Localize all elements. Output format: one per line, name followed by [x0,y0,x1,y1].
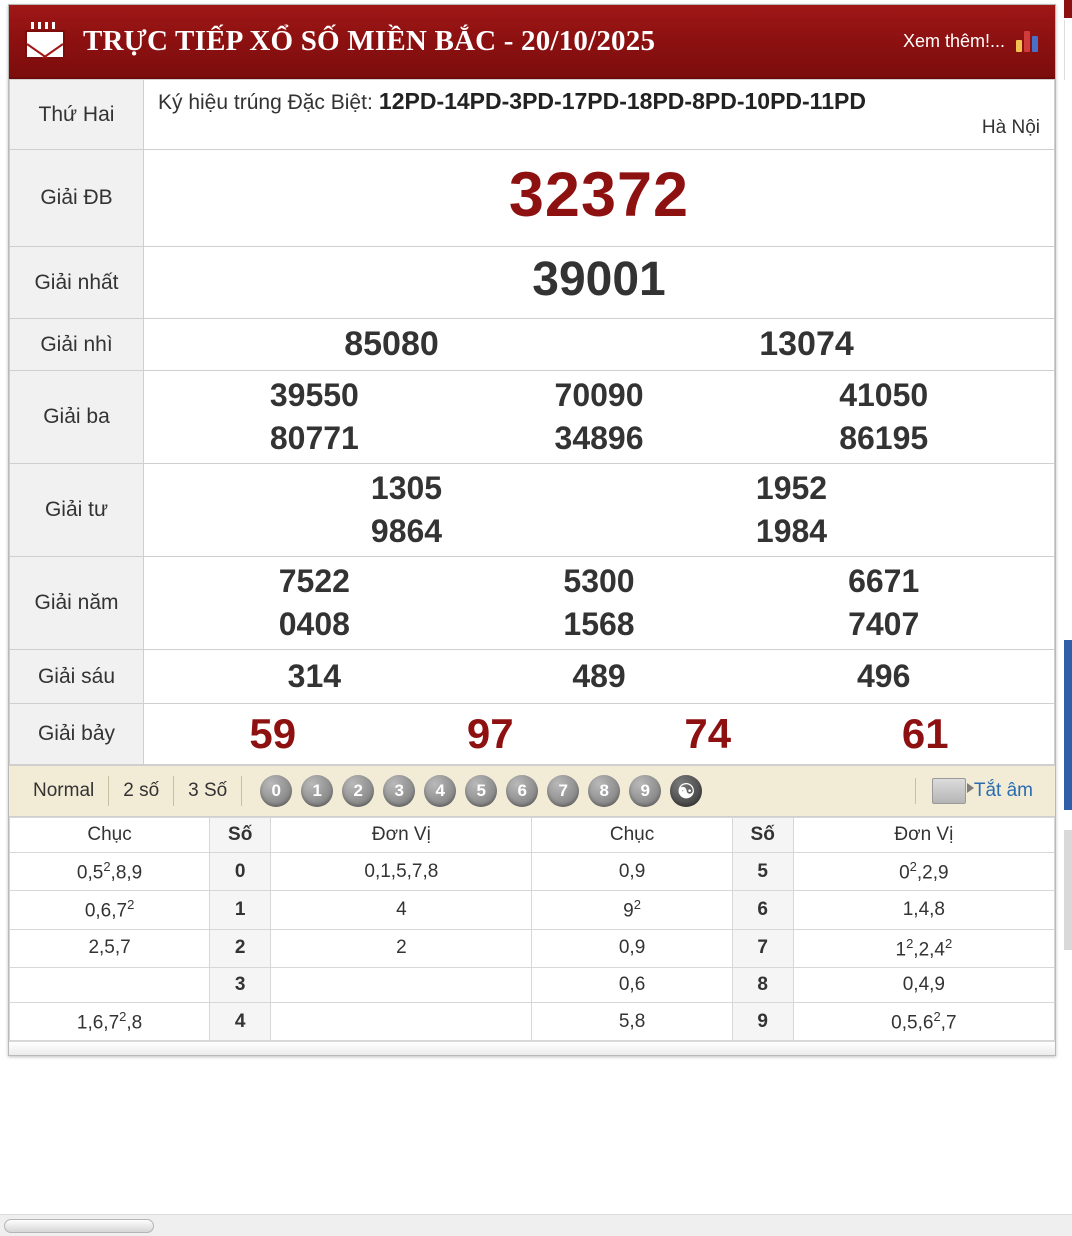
stats-chuc: 0,9 [532,853,732,891]
prize-number: 1984 [755,513,828,549]
stats-header-donvi-right: Đơn Vị [793,818,1054,853]
prize-number: 7407 [848,606,920,642]
table-row [10,929,1055,967]
weekday-label: Thứ Hai [10,80,144,150]
stats-header-so-left: Số [210,818,271,853]
digit-ball-5[interactable]: 5 [465,775,497,807]
stats-chuc: $9^2$ [532,891,732,929]
mute-control[interactable] [915,778,1033,804]
prize-values-4 [144,464,1055,557]
prize-number: 80771 [269,420,359,456]
stats-so[interactable]: 8 [732,967,793,1002]
stats-chuc: 1,6,7$^2$,8 [10,1002,210,1040]
prize-label-3: Giải ba [10,371,144,464]
lottery-widget [8,4,1056,1056]
digit-ball-group [260,775,702,807]
prize-number: 7522 [278,563,350,599]
prize-values-db [144,150,1055,247]
page-title: TRỰC TIẾP XỔ SỐ MIỀN BẮC - 20/10/2025 [83,24,656,57]
filter-3so-button[interactable]: 3 Số [174,776,242,806]
digit-ball-6[interactable]: 6 [506,775,538,807]
stats-so[interactable]: 7 [732,929,793,967]
prize-number: 41050 [839,377,929,413]
table-row [10,1002,1055,1040]
stats-so[interactable]: 2 [210,929,271,967]
widget-titlebar [9,5,1055,79]
prize-number: 496 [856,658,911,694]
table-row-prize-3 [10,371,1055,464]
stats-chuc: 0,6 [532,967,732,1002]
stats-donvi [271,967,532,1002]
stats-donvi: $0^2,2,9$ [793,853,1054,891]
table-row-prize-6 [10,650,1055,704]
stats-header-so-right: Số [732,818,793,853]
prize-number: 13074 [759,325,854,363]
stats-donvi: $1^2,2,4^2$ [793,929,1054,967]
prize-label-2: Giải nhì [10,319,144,371]
prize-number: 85080 [344,325,439,363]
stats-chuc: 2,5,7 [10,929,210,967]
prize-number: 74 [684,710,732,757]
mute-label[interactable]: Tắt âm [973,780,1033,801]
stats-donvi: 0,5,6$^2$,7 [793,1002,1054,1040]
stats-so[interactable]: 9 [732,1002,793,1040]
stats-header-row [10,818,1055,853]
table-row-prize-4 [10,464,1055,557]
table-row-prize-db [10,150,1055,247]
results-table [9,79,1055,765]
digit-ball-1[interactable]: 1 [301,775,333,807]
prize-number: 1952 [755,470,828,506]
stats-header-donvi-left: Đơn Vị [271,818,532,853]
prize-number: 39001 [532,253,666,306]
table-row-prize-2 [10,319,1055,371]
prize-values-2 [144,319,1055,371]
stats-donvi: 0,1,5,7,8 [271,853,532,891]
stats-chuc: 5,8 [532,1002,732,1040]
digit-ball-0[interactable]: 0 [260,775,292,807]
prize-values-3 [144,371,1055,464]
prize-number: 5300 [563,563,635,599]
prize-label-4: Giải tư [10,464,144,557]
prize-number: 59 [249,710,297,757]
page-right-edge [1064,0,1072,1236]
prize-number: 1568 [563,606,635,642]
digit-ball-9[interactable]: 9 [629,775,661,807]
prize-label-db: Giải ĐB [10,150,144,247]
table-row [10,891,1055,929]
digit-ball-3[interactable]: 3 [383,775,415,807]
prize-values-5 [144,557,1055,650]
prize-number: 314 [287,658,342,694]
stats-chuc: 0,6,7$^2$ [10,891,210,929]
stats-so[interactable]: 4 [210,1002,271,1040]
horizontal-scrollbar[interactable] [0,1214,1072,1236]
digit-stats-table [9,817,1055,1041]
speaker-icon[interactable] [932,778,966,804]
table-row [10,853,1055,891]
stats-donvi: 4 [271,891,532,929]
stats-donvi: 2 [271,929,532,967]
stats-chuc [10,967,210,1002]
mode-normal-button[interactable]: Normal [17,776,109,806]
stats-so[interactable]: 1 [210,891,271,929]
stats-chuc: $0,5^2,8,9$ [10,853,210,891]
digit-ball-8[interactable]: 8 [588,775,620,807]
prize-number: 39550 [269,377,359,413]
filter-2so-button[interactable]: 2 số [109,776,174,806]
stats-chuc: 0,9 [532,929,732,967]
envelope-icon [21,21,69,61]
kyhieu-codes: 12PD-14PD-3PD-17PD-18PD-8PD-10PD-11PD [378,88,866,114]
scrollbar-thumb[interactable] [4,1219,154,1233]
stats-so[interactable]: 6 [732,891,793,929]
yinyang-ball[interactable]: ☯ [670,775,702,807]
kyhieu-cell [144,80,1055,150]
edge-strip-gray [1064,830,1072,950]
kyhieu-label: Ký hiệu trúng Đặc Biệt: [158,91,373,114]
prize-label-7: Giải bảy [10,704,144,765]
table-row-header [10,80,1055,150]
more-link[interactable]: Xem thêm!... [902,30,1005,51]
prize-values-7 [144,704,1055,765]
prize-number: 6671 [848,563,920,599]
stats-header-chuc-left: Chục [10,818,210,853]
prize-number: 61 [901,710,949,757]
edge-strip-red [1064,0,1072,18]
results-toolbar [9,765,1055,817]
stats-donvi [271,1002,532,1040]
stats-so[interactable]: 3 [210,967,271,1002]
prize-values-6 [144,650,1055,704]
prize-number: 0408 [278,606,350,642]
bar-chart-icon[interactable] [1015,28,1041,54]
stats-donvi: 1,4,8 [793,891,1054,929]
prize-number: 1305 [370,470,443,506]
table-row-prize-1 [10,247,1055,319]
digit-ball-4[interactable]: 4 [424,775,456,807]
table-row-prize-7 [10,704,1055,765]
prize-number: 97 [466,710,514,757]
digit-ball-2[interactable]: 2 [342,775,374,807]
prize-number: 9864 [370,513,443,549]
edge-strip-blue [1064,640,1072,810]
province-label: Hà Nội [981,117,1040,138]
widget-footer [9,1041,1055,1055]
table-row-prize-5 [10,557,1055,650]
prize-number: 489 [572,658,626,694]
stats-so[interactable]: 5 [732,853,793,891]
prize-number: 32372 [508,160,690,230]
prize-number: 34896 [554,420,644,456]
digit-ball-7[interactable]: 7 [547,775,579,807]
prize-label-5: Giải năm [10,557,144,650]
prize-values-1 [144,247,1055,319]
prize-label-1: Giải nhất [10,247,144,319]
prize-number: 86195 [839,420,929,456]
stats-so[interactable]: 0 [210,853,271,891]
stats-header-chuc-right: Chục [532,818,732,853]
prize-number: 70090 [554,377,644,413]
prize-label-6: Giải sáu [10,650,144,704]
stats-donvi: 0,4,9 [793,967,1054,1002]
edge-strip-white [1064,20,1072,80]
table-row [10,967,1055,1002]
